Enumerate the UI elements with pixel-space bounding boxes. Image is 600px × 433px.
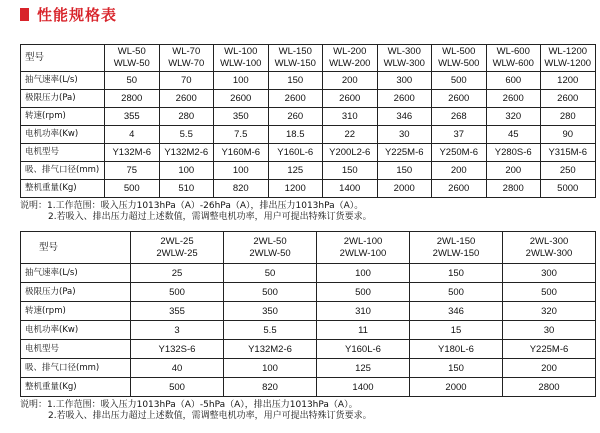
value-cell: 1400 — [317, 378, 410, 397]
table-row — [21, 302, 596, 321]
table-row — [21, 264, 596, 283]
value-cell: 37 — [432, 126, 487, 144]
model-cell: WL-70 WLW-70 — [159, 45, 214, 72]
value-cell: 268 — [432, 108, 487, 126]
value-cell: Y160L-6 — [268, 144, 323, 162]
model-cell: WL-300 WLW-300 — [377, 45, 432, 72]
value-cell: 25 — [131, 264, 224, 283]
value-cell: 260 — [268, 108, 323, 126]
table-row — [21, 90, 596, 108]
value-cell: 2600 — [541, 90, 596, 108]
value-cell: 200 — [323, 72, 378, 90]
row-label: 吸、排气口径(mm) — [21, 359, 131, 378]
model-cell: 2WL-25 2WLW-25 — [131, 232, 224, 264]
value-cell: 3 — [131, 321, 224, 340]
row-label: 转速(rpm) — [21, 302, 131, 321]
value-cell: 125 — [317, 359, 410, 378]
value-cell: 510 — [159, 180, 214, 198]
model-cell: WL-500 WLW-500 — [432, 45, 487, 72]
value-cell: 280 — [159, 108, 214, 126]
value-cell: 150 — [377, 162, 432, 180]
value-cell: 100 — [159, 162, 214, 180]
value-cell: 4 — [105, 126, 160, 144]
value-cell: 350 — [214, 108, 269, 126]
value-cell: 100 — [224, 359, 317, 378]
row-label: 抽气速率(L/s) — [21, 264, 131, 283]
value-cell: 500 — [432, 72, 487, 90]
table2-note — [20, 400, 372, 422]
value-cell: 5000 — [541, 180, 596, 198]
row-label: 电机功率(Kw) — [21, 321, 131, 340]
value-cell: 90 — [541, 126, 596, 144]
row-label: 电机功率(Kw) — [21, 126, 105, 144]
value-cell: 22 — [323, 126, 378, 144]
value-cell: 500 — [410, 283, 503, 302]
model-header-cell: 型号 — [21, 45, 105, 72]
value-cell: Y132M2-6 — [159, 144, 214, 162]
value-cell: 200 — [503, 359, 596, 378]
note-line: 2.若吸入、排出压力超过上述数值，需调整电机功率，用户可提出特殊订货要求。 — [48, 212, 372, 222]
value-cell: 70 — [159, 72, 214, 90]
table-row — [21, 108, 596, 126]
value-cell: 300 — [377, 72, 432, 90]
value-cell: 2600 — [486, 90, 541, 108]
value-cell: 5.5 — [159, 126, 214, 144]
value-cell: 346 — [377, 108, 432, 126]
value-cell: 346 — [410, 302, 503, 321]
row-label: 整机重量(Kg) — [21, 378, 131, 397]
value-cell: 820 — [224, 378, 317, 397]
value-cell: 2000 — [377, 180, 432, 198]
value-cell: 355 — [105, 108, 160, 126]
value-cell: Y132M-6 — [105, 144, 160, 162]
value-cell: 1400 — [323, 180, 378, 198]
value-cell: 150 — [410, 264, 503, 283]
table-row — [21, 72, 596, 90]
value-cell: 15 — [410, 321, 503, 340]
value-cell: 45 — [486, 126, 541, 144]
value-cell: 30 — [377, 126, 432, 144]
model-cell: WL-50 WLW-50 — [105, 45, 160, 72]
model-cell: WL-600 WLW-600 — [486, 45, 541, 72]
value-cell: 5.5 — [224, 321, 317, 340]
row-label: 吸、排气口径(mm) — [21, 162, 105, 180]
table-row — [21, 321, 596, 340]
row-label: 抽气速率(L/s) — [21, 72, 105, 90]
value-cell: 500 — [131, 378, 224, 397]
value-cell: Y132M2-6 — [224, 340, 317, 359]
spec-table-2wl — [20, 231, 596, 397]
value-cell: 18.5 — [268, 126, 323, 144]
value-cell: 11 — [317, 321, 410, 340]
row-label: 极限压力(Pa) — [21, 283, 131, 302]
value-cell: Y132S-6 — [131, 340, 224, 359]
row-label: 电机型号 — [21, 144, 105, 162]
value-cell: Y160L-6 — [317, 340, 410, 359]
row-label: 极限压力(Pa) — [21, 90, 105, 108]
model-cell: WL-1200 WLW-1200 — [541, 45, 596, 72]
value-cell: Y250M-6 — [432, 144, 487, 162]
model-cell: 2WL-300 2WLW-300 — [503, 232, 596, 264]
value-cell: 50 — [105, 72, 160, 90]
value-cell: 310 — [317, 302, 410, 321]
value-cell: 100 — [214, 162, 269, 180]
value-cell: 820 — [214, 180, 269, 198]
note-line: 说明：1.工作范围：吸入压力1013hPa（A）-26hPa（A），排出压力1013hPa（A）。 — [20, 201, 364, 211]
value-cell: 355 — [131, 302, 224, 321]
value-cell: 500 — [131, 283, 224, 302]
value-cell: 100 — [214, 72, 269, 90]
value-cell: 600 — [486, 72, 541, 90]
model-cell: 2WL-50 2WLW-50 — [224, 232, 317, 264]
value-cell: Y180L-6 — [410, 340, 503, 359]
value-cell: 150 — [268, 72, 323, 90]
table-row — [21, 180, 596, 198]
value-cell: 250 — [541, 162, 596, 180]
model-cell: WL-150 WLW-150 — [268, 45, 323, 72]
value-cell: 300 — [503, 264, 596, 283]
table-row — [21, 283, 596, 302]
value-cell: Y315M-6 — [541, 144, 596, 162]
heading-marker — [20, 8, 29, 21]
section-title: 性能规格表 — [37, 5, 118, 24]
value-cell: 310 — [323, 108, 378, 126]
row-label: 整机重量(Kg) — [21, 180, 105, 198]
table-row — [21, 359, 596, 378]
value-cell: 2600 — [432, 90, 487, 108]
value-cell: 50 — [224, 264, 317, 283]
value-cell: 2600 — [323, 90, 378, 108]
value-cell: 2800 — [503, 378, 596, 397]
model-cell: WL-200 WLW-200 — [323, 45, 378, 72]
value-cell: 150 — [323, 162, 378, 180]
value-cell: 2600 — [268, 90, 323, 108]
table-header-row — [21, 232, 596, 264]
value-cell: 2600 — [432, 180, 487, 198]
value-cell: 350 — [224, 302, 317, 321]
value-cell: 150 — [410, 359, 503, 378]
value-cell: 500 — [317, 283, 410, 302]
value-cell: Y200L2-6 — [323, 144, 378, 162]
value-cell: 2800 — [105, 90, 160, 108]
value-cell: 500 — [105, 180, 160, 198]
value-cell: 200 — [486, 162, 541, 180]
model-cell: 2WL-150 2WLW-150 — [410, 232, 503, 264]
value-cell: 2000 — [410, 378, 503, 397]
value-cell: 1200 — [268, 180, 323, 198]
table-row — [21, 340, 596, 359]
value-cell: Y280S-6 — [486, 144, 541, 162]
table-row — [21, 126, 596, 144]
value-cell: 100 — [317, 264, 410, 283]
model-cell: WL-100 WLW-100 — [214, 45, 269, 72]
value-cell: 40 — [131, 359, 224, 378]
row-label: 转速(rpm) — [21, 108, 105, 126]
note-line: 说明：1.工作范围：吸入压力1013hPa（A）-5hPa（A），排出压力1013hPa（A）。 — [20, 400, 358, 410]
table-row — [21, 378, 596, 397]
value-cell: Y225M-6 — [377, 144, 432, 162]
value-cell: 7.5 — [214, 126, 269, 144]
value-cell: 320 — [503, 302, 596, 321]
spec-table-wl — [20, 44, 596, 198]
section-heading — [20, 4, 117, 24]
value-cell: 200 — [432, 162, 487, 180]
model-header-cell: 型号 — [21, 232, 131, 264]
value-cell: 30 — [503, 321, 596, 340]
value-cell: 320 — [486, 108, 541, 126]
table-row — [21, 162, 596, 180]
table1-note — [20, 201, 372, 223]
value-cell: 500 — [503, 283, 596, 302]
value-cell: 2600 — [159, 90, 214, 108]
table-row — [21, 144, 596, 162]
value-cell: 500 — [224, 283, 317, 302]
value-cell: Y225M-6 — [503, 340, 596, 359]
value-cell: 125 — [268, 162, 323, 180]
value-cell: 280 — [541, 108, 596, 126]
table-header-row — [21, 45, 596, 72]
note-line: 2.若吸入、排出压力超过上述数值，需调整电机功率，用户可提出特殊订货要求。 — [48, 411, 372, 421]
value-cell: 75 — [105, 162, 160, 180]
value-cell: 2600 — [214, 90, 269, 108]
value-cell: Y160M-6 — [214, 144, 269, 162]
row-label: 电机型号 — [21, 340, 131, 359]
model-cell: 2WL-100 2WLW-100 — [317, 232, 410, 264]
value-cell: 2800 — [486, 180, 541, 198]
value-cell: 2600 — [377, 90, 432, 108]
value-cell: 1200 — [541, 72, 596, 90]
